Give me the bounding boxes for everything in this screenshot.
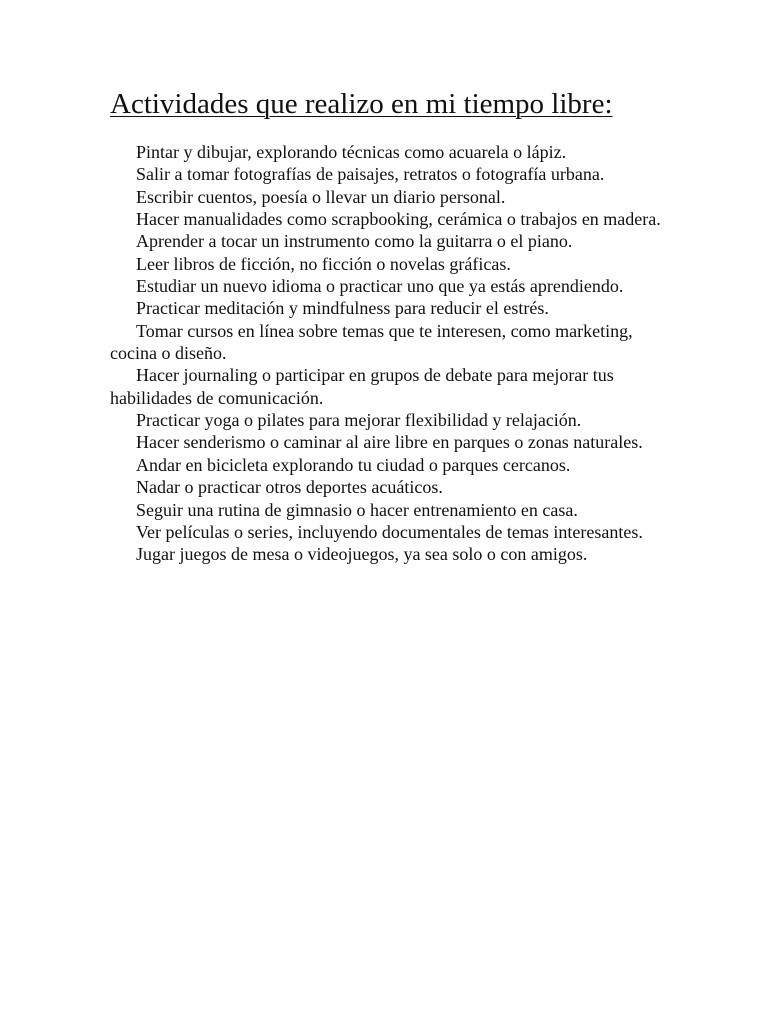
activity-item: Pintar y dibujar, explorando técnicas como acuarela o lápiz. [136,142,567,162]
activity-item: Practicar meditación y mindfulness para reducir el estrés. [136,298,549,319]
activity-item: Aprender a tocar un instrumento como la guitarra o el piano. [136,231,573,252]
activity-item: Hacer manualidades como scrapbooking, cerámica o trabajos en madera. [136,209,661,230]
activity-item: Seguir una rutina de gimnasio o hacer entrenamiento en casa. [136,499,578,520]
activity-item: Andar en bicicleta explorando tu ciudad o parques cercanos. [136,454,571,475]
activity-item: Ver películas o series, incluyendo documentales de temas interesantes. [136,521,643,542]
activity-item: Hacer journaling o participar en grupos de debate para mejorar tus habilidades de comunicación. [110,365,614,408]
activity-item: Jugar juegos de mesa o videojuegos, ya sea solo o con amigos. [136,544,588,565]
activity-item: Estudiar un nuevo idioma o practicar uno que ya estás aprendiendo. [136,276,624,297]
activity-item: Leer libros de ficción, no ficción o novelas gráficas. [136,253,511,274]
page-title: Actividades que realizo en mi tiempo libre: [110,88,613,120]
activity-item: Practicar yoga o pilates para mejorar flexibilidad y relajación. [136,410,582,431]
activity-item: Hacer senderismo o caminar al aire libre en parques o zonas naturales. [136,432,643,453]
document-content [110,87,662,566]
activity-item: Tomar cursos en línea sobre temas que te interesen, como marketing, cocina o diseño. [110,320,633,364]
activities-list [110,141,662,566]
activity-item: Nadar o practicar otros deportes acuáticos. [136,477,443,498]
activity-item: Salir a tomar fotografías de paisajes, retratos o fotografía urbana. [136,164,605,185]
activity-item: Escribir cuentos, poesía o llevar un diario personal. [136,186,506,207]
